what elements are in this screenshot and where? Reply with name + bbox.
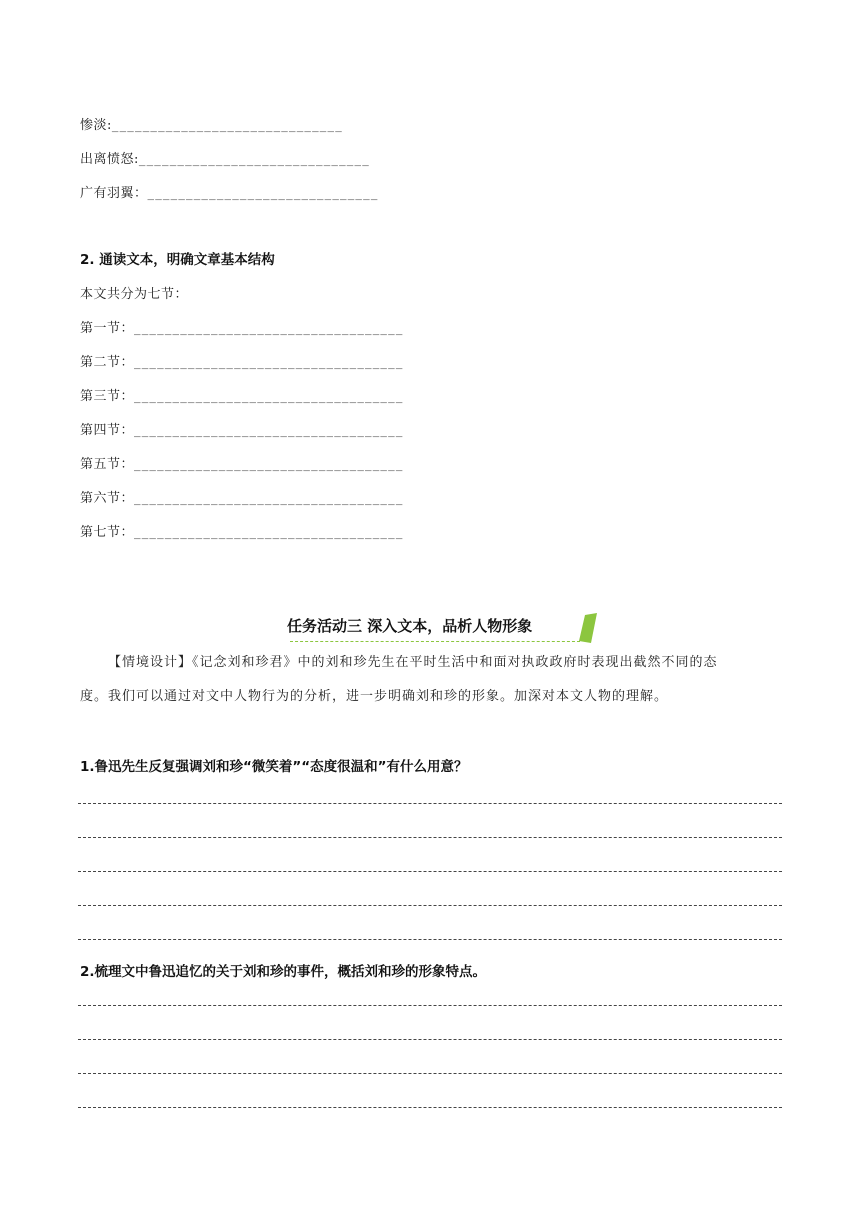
section-item	[80, 521, 404, 540]
section-blank[interactable]: ___________________________________	[134, 525, 404, 540]
vocab-item	[80, 148, 370, 167]
answer-line[interactable]	[78, 939, 782, 940]
vocab-item	[80, 182, 379, 201]
section-label: 第二节：	[80, 355, 135, 370]
vocab-blank[interactable]: ______________________________	[111, 118, 343, 133]
title-underline	[290, 641, 580, 642]
task-title: 任务活动三 深入文本，品析人物形象	[287, 617, 533, 635]
scenario-line: 度。我们可以通过对文中人物行为的分析，进一步明确刘和珍的形象。加深对本文人物的理解。	[80, 689, 669, 704]
section-label: 第三节：	[80, 389, 135, 404]
vocab-term: 广有羽翼：	[80, 186, 148, 201]
section-item	[80, 453, 404, 472]
vocab-item	[80, 114, 343, 133]
section-blank[interactable]: ___________________________________	[134, 423, 404, 438]
answer-line[interactable]	[78, 1107, 782, 1108]
section-blank[interactable]: ___________________________________	[134, 457, 404, 472]
scenario-line: 【情境设计】《记念刘和珍君》中的刘和珍先生在平时生活中和面对执政政府时表现出截然不同的态	[108, 655, 718, 670]
section-blank[interactable]: ___________________________________	[134, 355, 404, 370]
section-label: 第五节：	[80, 457, 135, 472]
section-item	[80, 487, 404, 506]
section-item	[80, 419, 404, 438]
vocab-blank[interactable]: ______________________________	[147, 186, 379, 201]
section-item	[80, 351, 404, 370]
vocab-blank[interactable]: ______________________________	[138, 152, 370, 167]
answer-line[interactable]	[78, 905, 782, 906]
answer-line[interactable]	[78, 803, 782, 804]
vocab-term: 惨淡:	[80, 118, 112, 133]
section-label: 第一节：	[80, 321, 135, 336]
structure-question-heading: 2. 通读文本，明确文章基本结构	[80, 252, 275, 268]
answer-line[interactable]	[78, 1005, 782, 1006]
section-blank[interactable]: ___________________________________	[134, 389, 404, 404]
answer-line[interactable]	[78, 1073, 782, 1074]
section-blank[interactable]: ___________________________________	[134, 321, 404, 336]
section-item	[80, 385, 404, 404]
section-label: 第七节：	[80, 525, 135, 540]
green-flag-icon	[579, 613, 597, 643]
question-2: 2.梳理文中鲁迅追忆的关于刘和珍的事件，概括刘和珍的形象特点。	[80, 964, 487, 980]
section-item	[80, 317, 404, 336]
answer-line[interactable]	[78, 1039, 782, 1040]
question-1: 1.鲁迅先生反复强调刘和珍“微笑着”“态度很温和”有什么用意？	[80, 759, 468, 775]
section-label: 第六节：	[80, 491, 135, 506]
section-blank[interactable]: ___________________________________	[134, 491, 404, 506]
answer-line[interactable]	[78, 871, 782, 872]
scenario-paragraph	[80, 646, 790, 714]
section-label: 第四节：	[80, 423, 135, 438]
answer-line[interactable]	[78, 837, 782, 838]
vocab-term: 出离愤怒:	[80, 152, 139, 167]
structure-intro: 本文共分为七节：	[80, 287, 189, 302]
